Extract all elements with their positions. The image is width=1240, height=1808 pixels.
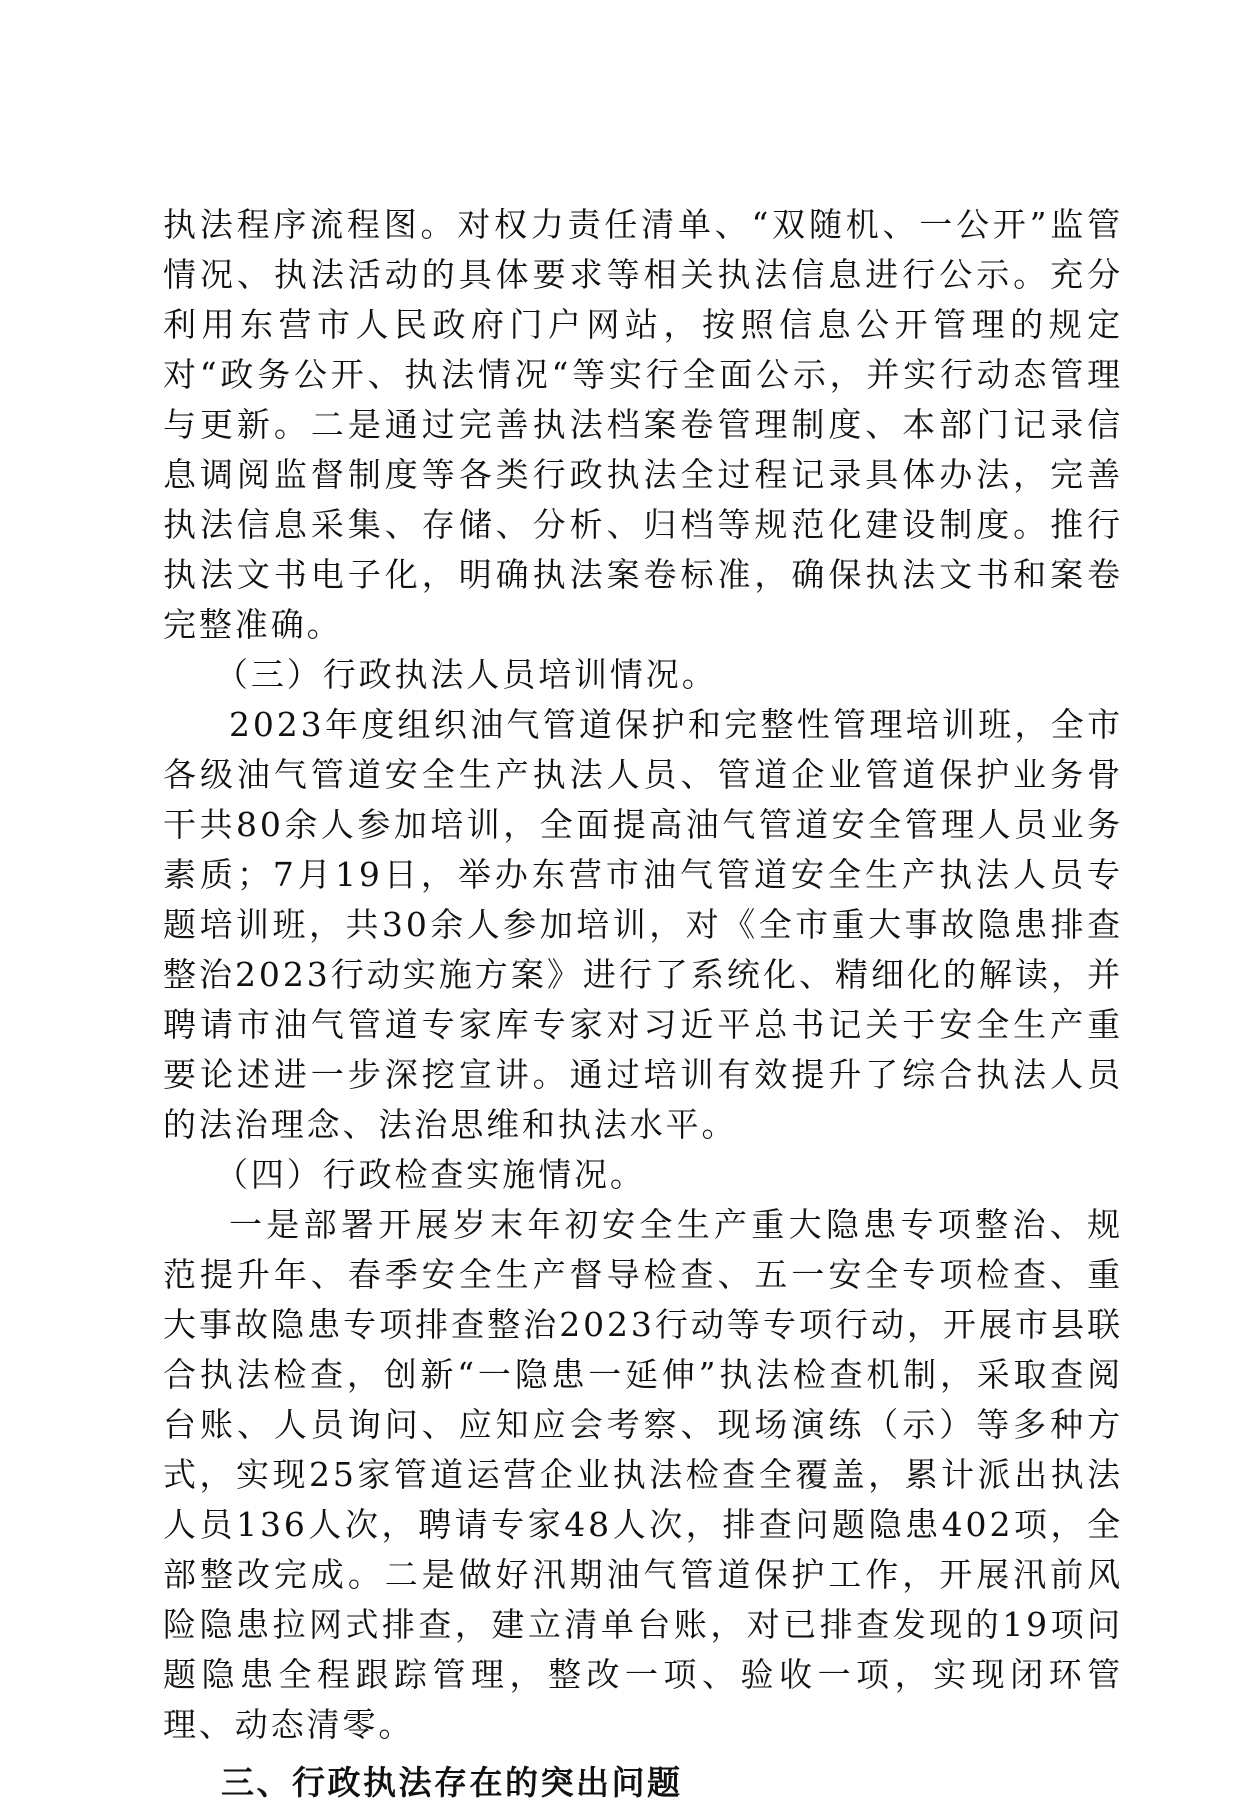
- paragraph-inspection: 一是部署开展岁末年初安全生产重大隐患专项整治、规范提升年、春季安全生产督导检查、五一安全专项检查、重大事故隐患专项排查整治2023行动等专项行动，开展市县联合执法检查，创新“一隐患一延伸”执法检查机制，采取查阅台账、人员询问、应知应会考察、现场演练（示）等多种方式，实现25家管道运营企业执法检查全覆盖，累计派出执法人员136人次，聘请专家48人次，排查问题隐患402项，全部整改完成。二是做好汛期油气管道保护工作，开展汛前风险隐患拉网式排查，建立清单台账，对已排查发现的19项问题隐患全程跟踪管理，整改一项、验收一项，实现闭环管理、动态清零。: [163, 1205, 1123, 1744]
- document-page: [163, 200, 1123, 1808]
- section-heading-problems: 三、行政执法存在的突出问题: [221, 1763, 683, 1802]
- paragraph-training: 2023年度组织油气管道保护和完整性管理培训班，全市各级油气管道安全生产执法人员、管道企业管道保护业务骨干共80余人参加培训，全面提高油气管道安全管理人员业务素质；7月19日，举办东营市油气管道安全生产执法人员专题培训班，共30余人参加培训，对《全市重大事故隐患排查整治2023行动实施方案》进行了系统化、精细化的解读，并聘请市油气管道专家库专家对习近平总书记关于安全生产重要论述进一步深挖宣讲。通过培训有效提升了综合执法人员的法治理念、法治思维和执法水平。: [163, 705, 1123, 1144]
- subheading-inspection: （四）行政检查实施情况。: [215, 1155, 646, 1194]
- paragraph-publicity: 执法程序流程图。对权力责任清单、“双随机、一公开”监管情况、执法活动的具体要求等相关执法信息进行公示。充分利用东营市人民政府门户网站，按照信息公开管理的规定对“政务公开、执法情况“等实行全面公示，并实行动态管理与更新。二是通过完善执法档案卷管理制度、本部门记录信息调阅监督制度等各类行政执法全过程记录具体办法，完善执法信息采集、存储、分析、归档等规范化建设制度。推行执法文书电子化，明确执法案卷标准，确保执法文书和案卷完整准确。: [163, 205, 1123, 644]
- subheading-training: （三）行政执法人员培训情况。: [215, 655, 718, 694]
